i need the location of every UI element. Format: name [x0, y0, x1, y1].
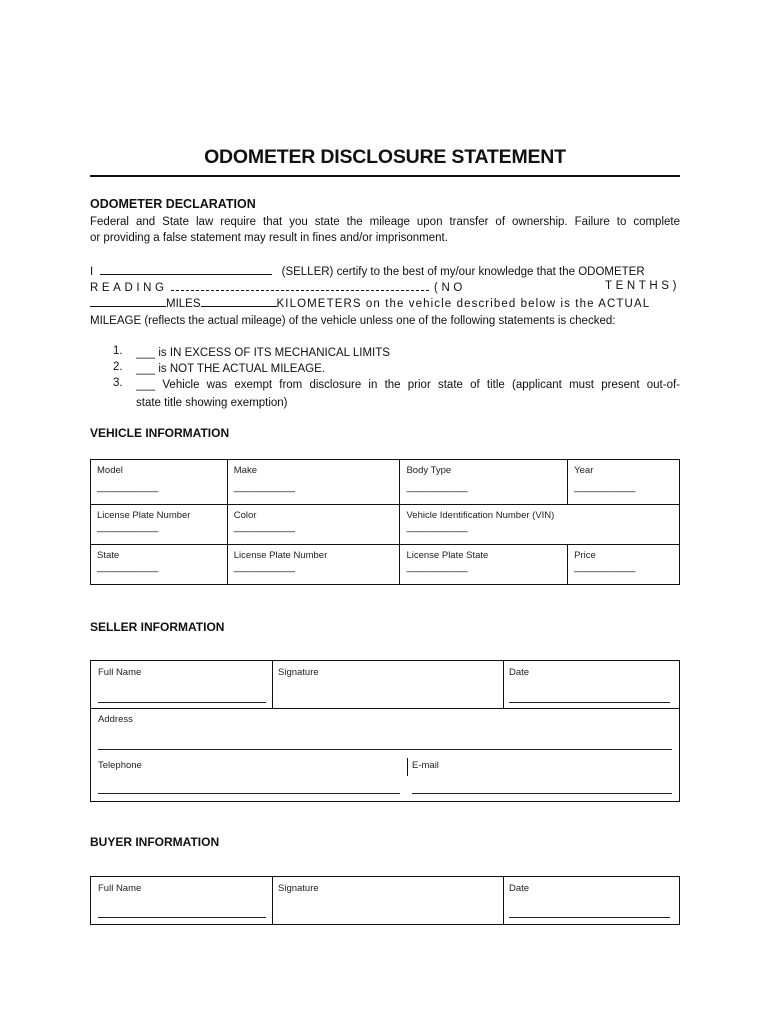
vehicle-license-plate-2-blank: ___________: [233, 562, 295, 573]
cert-line-2: [90, 280, 680, 294]
seller-info-table: [90, 660, 680, 802]
vehicle-state-label: State: [97, 550, 120, 561]
vehicle-make-blank: ___________: [233, 482, 295, 493]
vehicle-make-label: Make: [233, 465, 257, 476]
seller-date-cell[interactable]: [504, 661, 680, 709]
seller-heading: SELLER INFORMATION: [90, 620, 225, 634]
vehicle-color-blank: ___________: [233, 522, 295, 533]
kilometers-blank[interactable]: [201, 296, 277, 307]
vehicle-heading: VEHICLE INFORMATION: [90, 426, 230, 440]
cert-line3-text: KILOMETERS on the vehicle described below is the ACTUAL: [276, 298, 651, 310]
vehicle-vin-cell[interactable]: [400, 505, 680, 545]
vehicle-vin-label: Vehicle Identification Number (VIN): [406, 510, 555, 521]
buyer-signature-cell[interactable]: [273, 877, 504, 925]
seller-contact-divider: [407, 758, 408, 776]
vehicle-license-plate-2-label: License Plate Number: [233, 550, 328, 561]
seller-name-blank[interactable]: [100, 264, 272, 275]
seller-email-label: E-mail: [412, 759, 439, 771]
buyer-date-cell[interactable]: [504, 877, 680, 925]
vehicle-license-plate-state-blank: ___________: [406, 562, 468, 573]
buyer-full-name-cell[interactable]: [91, 877, 273, 925]
vehicle-license-plate-blank: ___________: [97, 522, 159, 533]
vehicle-vin-blank: ___________: [406, 522, 468, 533]
seller-contact-cell: [91, 756, 680, 802]
vehicle-license-plate-state-label: License Plate State: [406, 550, 489, 561]
statement-1-number: 1.: [113, 345, 123, 357]
vehicle-info-table: [90, 459, 680, 585]
seller-signature-label: Signature: [278, 667, 319, 678]
vehicle-color-cell[interactable]: [227, 505, 400, 545]
vehicle-model-cell[interactable]: [91, 460, 228, 505]
vehicle-color-label: Color: [233, 510, 257, 521]
statement-3-text-cont: state title showing exemption): [136, 397, 288, 409]
page-title: ODOMETER DISCLOSURE STATEMENT: [204, 146, 566, 168]
buyer-full-name-label: Full Name: [98, 883, 142, 894]
buyer-info-table: [90, 876, 680, 925]
statement-2-text: ___ is NOT THE ACTUAL MILEAGE.: [136, 363, 325, 375]
vehicle-body-type-label: Body Type: [406, 465, 452, 476]
vehicle-license-plate-label: License Plate Number: [97, 510, 191, 521]
cert-no: (NO: [434, 282, 466, 294]
declaration-intro-line1: Federal and State law require that you state the mileage upon transfer of ownership. Failure to complete: [90, 216, 680, 228]
seller-full-name-line: [98, 702, 266, 703]
cert-line-4: MILEAGE (reflects the actual mileage) of the vehicle unless one of the following statements is checked:: [90, 315, 616, 327]
cert-tenths: TENTHS): [604, 280, 680, 292]
cert-prefix: I: [90, 266, 94, 278]
cert-reading: READING: [90, 282, 168, 294]
seller-address-cell[interactable]: [91, 709, 680, 756]
cert-miles: MILES: [166, 298, 201, 310]
cert-line1-text: (SELLER) certify to the best of my/our knowledge that the ODOMETER: [281, 266, 645, 278]
vehicle-body-type-cell[interactable]: [400, 460, 568, 505]
vehicle-year-label: Year: [574, 465, 594, 476]
vehicle-body-type-blank: ___________: [406, 482, 468, 493]
miles-blank[interactable]: [90, 296, 166, 307]
title-rule: [90, 175, 680, 177]
seller-full-name-cell[interactable]: [91, 661, 273, 709]
statement-1-text: ___ is IN EXCESS OF ITS MECHANICAL LIMITS: [136, 347, 390, 359]
seller-address-line: [98, 749, 672, 750]
vehicle-year-blank: ___________: [574, 482, 636, 493]
declaration-heading: ODOMETER DECLARATION: [90, 197, 256, 211]
buyer-full-name-line: [98, 917, 266, 918]
statement-2-number: 2.: [113, 361, 123, 373]
odometer-reading-blank[interactable]: [171, 280, 429, 291]
buyer-date-line: [509, 917, 670, 918]
buyer-heading: BUYER INFORMATION: [90, 835, 220, 849]
vehicle-license-plate-2-cell[interactable]: [227, 545, 400, 585]
vehicle-price-blank: ___________: [574, 562, 636, 573]
statement-3-number: 3.: [113, 377, 123, 389]
vehicle-license-plate-cell[interactable]: [91, 505, 228, 545]
seller-signature-cell[interactable]: [273, 661, 504, 709]
vehicle-state-cell[interactable]: [91, 545, 228, 585]
seller-telephone-label: Telephone: [98, 759, 142, 771]
vehicle-model-blank: ___________: [97, 482, 159, 493]
vehicle-license-plate-state-cell[interactable]: [400, 545, 568, 585]
seller-address-label: Address: [98, 714, 133, 725]
seller-full-name-label: Full Name: [98, 667, 142, 678]
buyer-signature-label: Signature: [278, 883, 319, 894]
vehicle-make-cell[interactable]: [227, 460, 400, 505]
vehicle-price-label: Price: [574, 550, 596, 561]
seller-email-line[interactable]: [412, 793, 672, 794]
cert-line-1: [90, 264, 680, 278]
statement-3-text: ___ Vehicle was exempt from disclosure in the prior state of title (applicant must present out-of-: [136, 379, 680, 391]
vehicle-price-cell[interactable]: [568, 545, 680, 585]
vehicle-state-blank: ___________: [97, 562, 159, 573]
vehicle-model-label: Model: [97, 465, 123, 476]
seller-date-line: [509, 702, 670, 703]
seller-telephone-line[interactable]: [98, 793, 400, 794]
buyer-date-label: Date: [509, 883, 530, 894]
cert-line-3: [90, 296, 680, 310]
vehicle-year-cell[interactable]: [568, 460, 680, 505]
declaration-intro-line2: or providing a false statement may result in fines and/or imprisonment.: [90, 232, 448, 244]
seller-date-label: Date: [509, 667, 530, 678]
